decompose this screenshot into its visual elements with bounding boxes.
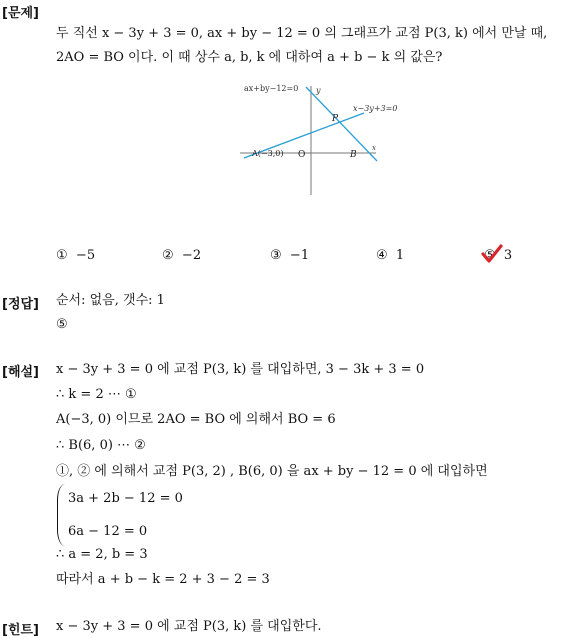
solution-line-1: x − 3y + 3 = 0 에 교점 P(3, k) 를 대입하면, 3 − 3k + 3 = 0	[56, 362, 425, 377]
solution-line-7: 6a − 12 = 0	[68, 524, 148, 539]
problem-line-1: 두 직선 x − 3y + 3 = 0, ax + by − 12 = 0 의 그래프가 교점 P(3, k) 에서 만날 때,	[56, 26, 548, 41]
point-b-label: B	[350, 150, 357, 160]
point-a-label: A(−3,0)	[252, 149, 284, 158]
problem-line-2: 2AO = BO 이다. 이 때 상수 a, b, k 에 대하여 a + b − k 의 값은?	[56, 50, 443, 65]
system-brace	[57, 484, 65, 546]
solution-line-2: ∴ k = 2 ⋯ ①	[56, 387, 137, 402]
choice-3[interactable]	[270, 248, 309, 263]
line2-label: x−3y+3=0	[353, 104, 398, 113]
choice-5-mark: ⑤	[484, 248, 496, 263]
choice-1[interactable]	[56, 248, 95, 263]
solution-line-3: A(−3, 0) 이므로 2AO = BO 에 의해서 BO = 6	[56, 412, 336, 427]
hint-label: [힌트]	[2, 623, 39, 638]
solution-label: [해설]	[2, 365, 39, 380]
problem-label: [문제]	[2, 6, 39, 21]
choice-1-mark: ①	[56, 248, 68, 263]
choice-1-value: −5	[75, 248, 96, 263]
answer-label: [정답]	[2, 297, 39, 312]
solution-line-9: 따라서 a + b − k = 2 + 3 − 2 = 3	[56, 572, 270, 587]
x-axis-label: x	[372, 144, 376, 152]
answer-line-2: ⑤	[56, 317, 68, 332]
choice-4-value: 1	[395, 248, 405, 263]
choice-2-value: −2	[181, 248, 202, 263]
origin-label: O	[298, 150, 306, 160]
choice-3-value: −1	[289, 248, 310, 263]
y-axis-label: y	[316, 86, 321, 95]
solution-line-8: ∴ a = 2, b = 3	[56, 547, 148, 562]
choice-3-mark: ③	[270, 248, 282, 263]
choice-4[interactable]	[376, 248, 404, 263]
choice-2[interactable]	[162, 248, 201, 263]
answer-line-1: 순서: 없음, 갯수: 1	[56, 293, 165, 308]
solution-line-5: ①, ② 에 의해서 교점 P(3, 2) , B(6, 0) 을 ax + by − 12 = 0 에 대입하면	[56, 464, 488, 479]
choice-5-value: 3	[503, 248, 513, 263]
solution-line-6: 3a + 2b − 12 = 0	[68, 491, 183, 506]
choice-4-mark: ④	[376, 248, 388, 263]
line-ax-by	[306, 87, 377, 161]
graph-figure	[236, 80, 398, 200]
hint-line-1: x − 3y + 3 = 0 에 교점 P(3, k) 를 대입한다.	[56, 619, 322, 634]
choice-2-mark: ②	[162, 248, 174, 263]
solution-line-4: ∴ B(6, 0) ⋯ ②	[56, 438, 146, 453]
line1-label: ax+by−12=0	[244, 84, 299, 93]
check-icon	[480, 244, 504, 264]
point-p-label: P	[332, 114, 339, 124]
